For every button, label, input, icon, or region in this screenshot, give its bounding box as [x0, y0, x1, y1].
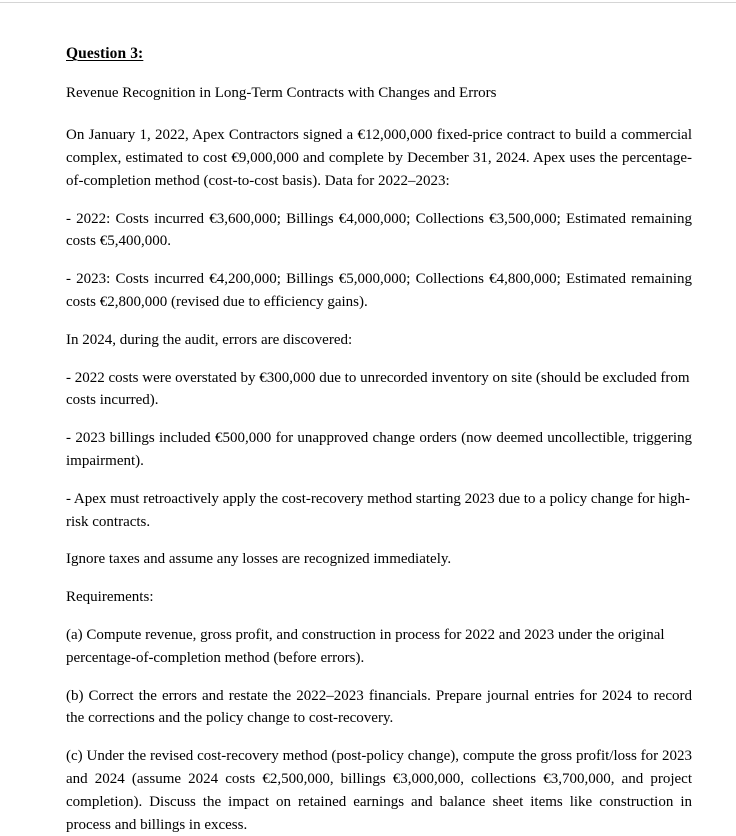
requirement-c: (c) Under the revised cost-recovery method (post-policy change), compute the gross profit/loss for 2023 and 2024 (assume 2024 costs €2,500,000, billings €3,000,000, collections €3,700,000, and project completion). Discuss the impact on retained earnings and balance sheet items like construction in process and billings in excess. [66, 748, 692, 833]
paragraph-error-3: - Apex must retroactively apply the cost-recovery method starting 2023 due to a policy change for high-risk contracts. [66, 490, 690, 530]
paragraph-errors-intro: In 2024, during the audit, errors are discovered: [66, 331, 353, 348]
requirement-b: (b) Correct the errors and restate the 2022–2023 financials. Prepare journal entries for 2024 to record the corrections and the policy change to cost-recovery. [66, 687, 692, 727]
document-subtitle-text: Revenue Recognition in Long-Term Contracts with Changes and Errors [66, 85, 497, 102]
requirement-a: (a) Compute revenue, gross profit, and construction in process for 2022 and 2023 under the original percentage-of-completion method (before errors). [66, 626, 665, 666]
page-title-text: Question 3: [66, 45, 144, 62]
paragraph-error-1: - 2022 costs were overstated by €300,000 due to unrecorded inventory on site (should be excluded from costs incurred). [66, 369, 690, 409]
page-title [66, 44, 692, 63]
paragraph-data-2023: - 2023: Costs incurred €4,200,000; Billings €5,000,000; Collections €4,800,000; Estimated remaining costs €2,800,000 (revised due to efficiency gains). [66, 271, 692, 310]
document-content [66, 44, 692, 836]
paragraph-assumption: Ignore taxes and assume any losses are recognized immediately. [66, 551, 452, 568]
paragraph-intro: On January 1, 2022, Apex Contractors signed a €12,000,000 fixed-price contract to build a commercial complex, estimated to cost €9,000,000 and complete by December 31, 2024. Apex uses the percentage-of-completion method (cost-to-cost basis). Data for 2022–2023: [66, 127, 692, 189]
paragraph-error-2: - 2023 billings included €500,000 for unapproved change orders (now deemed uncollectible, triggering impairment). [66, 430, 692, 469]
document-subtitle [66, 82, 692, 105]
paragraph-data-2022: - 2022: Costs incurred €3,600,000; Billings €4,000,000; Collections €3,500,000; Estimated remaining costs €5,400,000. [66, 210, 692, 250]
requirements-label: Requirements: [66, 589, 154, 606]
